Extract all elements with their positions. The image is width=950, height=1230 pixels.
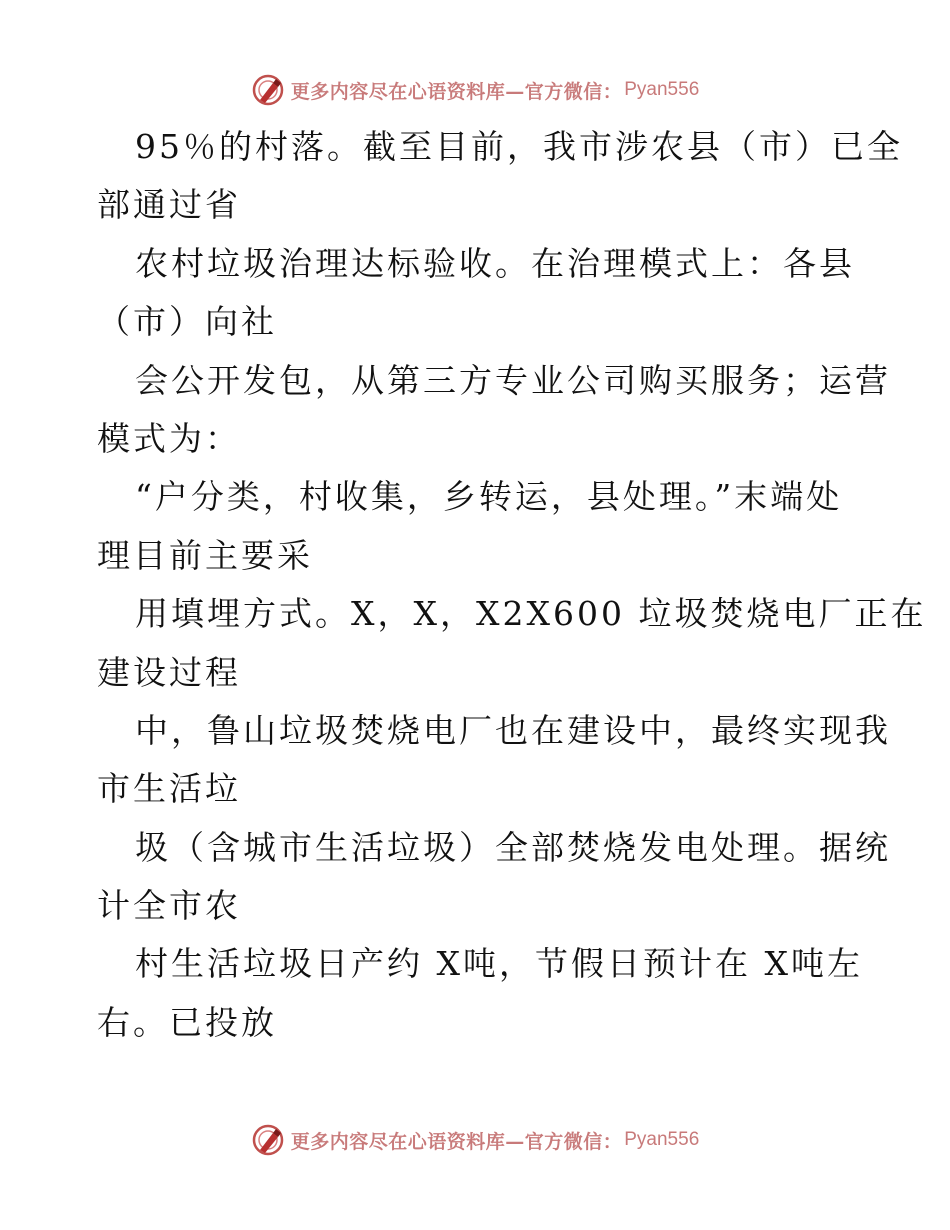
text-line: “户分类，村收集，乡转运，县处理。”末端处 bbox=[135, 477, 843, 517]
document-body bbox=[97, 118, 927, 1052]
text-line: 中，鲁山垃圾焚烧电厂也在建设中，最终实现我 bbox=[135, 710, 891, 750]
watermark-text: 更多内容尽在心语资料库—官方微信： bbox=[290, 1130, 623, 1153]
footer-watermark bbox=[0, 1120, 950, 1160]
text-line: 圾（含城市生活垃圾）全部焚烧发电处理。据统 bbox=[135, 827, 891, 867]
text-line: 农村垃圾治理达标验收。在治理模式上：各县 bbox=[135, 243, 855, 283]
text-line: 右。已投放 bbox=[97, 1002, 277, 1042]
text-line: 会公开发包，从第三方专业公司购买服务；运营 bbox=[135, 360, 891, 400]
watermark-wechat-id: Pyan556 bbox=[624, 79, 700, 100]
text-line: 部通过省 bbox=[97, 185, 241, 225]
text-line: （市）向社 bbox=[97, 302, 277, 342]
watermark-text: 更多内容尽在心语资料库—官方微信： bbox=[290, 80, 623, 103]
text-line: 用填埋方式。X，X，X2X600 垃圾焚烧电厂正在 bbox=[135, 594, 927, 634]
text-line: 村生活垃圾日产约 X吨，节假日预计在 X吨左 bbox=[135, 944, 863, 984]
header-watermark bbox=[0, 70, 950, 110]
pen-logo-icon bbox=[251, 1123, 285, 1157]
text-line: 建设过程 bbox=[97, 652, 241, 692]
text-line: 模式为： bbox=[97, 418, 241, 458]
text-line: 计全市农 bbox=[97, 886, 241, 926]
watermark-wechat-id: Pyan556 bbox=[624, 1129, 700, 1150]
text-line: 理目前主要采 bbox=[97, 535, 313, 575]
text-line: 市生活垃 bbox=[97, 769, 241, 809]
text-line: 95％的村落。截至目前，我市涉农县（市）已全 bbox=[135, 127, 903, 166]
pen-logo-icon bbox=[251, 73, 285, 107]
